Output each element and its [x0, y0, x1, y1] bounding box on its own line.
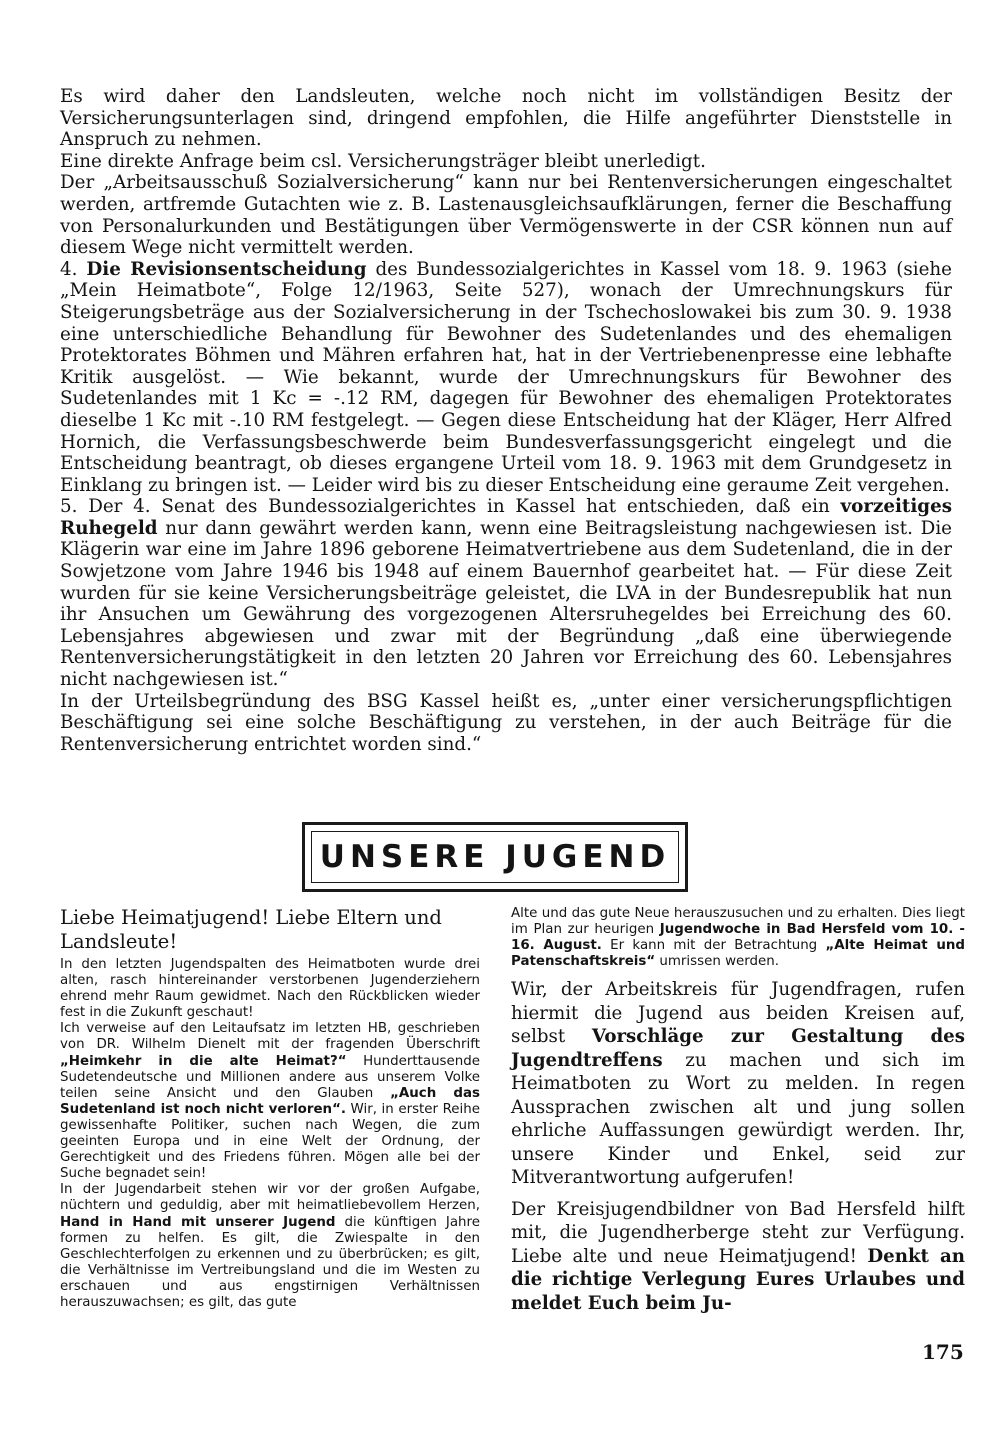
salutation: Liebe Heimatjugend! Liebe Eltern und Landsleute! [60, 906, 442, 953]
paragraph-5 [60, 496, 952, 690]
bold-phrase: „Auch das Sudetenland ist noch nicht verloren“. [60, 1085, 481, 1117]
paragraph-text: Ich verweise auf den Leitaufsatz im letzten HB, geschrieben von DR. Wilhelm Dienelt mit der fragenden Überschrift [60, 1021, 480, 1053]
bold-phrase: Vorschläge zur Gestaltung des Jugendtreffens [511, 1026, 965, 1071]
paragraph: In den letzten Jugendspalten des Heimatboten wurde drei alten, rasch hintereinander verstorbenen Jugenderziehern ehrend mehr Raum gewidmet. Nach den Rückblicken wieder fest in die Zukunft geschaut! [60, 957, 480, 1021]
paragraph-text: Hunderttausende Sudetendeutsche und Millionen andere aus unserem Volke teilen seine Ansicht und den Glauben [60, 1053, 480, 1101]
paragraph-text: zu machen und sich im Heimatboten zu Wort zu melden. In regen Aussprachen zwischen alt und jung sollen ehrliche Auffassungen gewürdigt werden. Ihr, unsere Kinder und Enkel, seid zur Mitverantwortung aufgerufen! [511, 1049, 965, 1189]
paragraph-text: nur dann gewährt werden kann, wenn eine Beitragsleistung nachgewiesen ist. Die Klägerin war eine im Jahre 1896 geborene Heimatvertriebene aus dem Sudetenland, die in der Sowjetzone vom Jahre 1946 bis 1948 auf einem Bauernhof gearbeitet hat. — Für diese Zeit wurden für sie keine Versicherungsbeiträge geleistet, die LVA in der Bundesrepublik hat nun ihr Ansuchen um Gewährung des vorgezogenen Altersruhegeldes bei Erreichung des 60. Lebensjahres abgewiesen und zwar mit der Begründung „daß eine überwiegende Rentenversicherungstätigkeit in den letzten 20 Jahren vor Erreichung des 60. Lebensjahres nicht nachgewiesen ist.“ [60, 517, 952, 691]
right-column [511, 906, 965, 1315]
paragraph [511, 1198, 965, 1316]
bold-phrase: „Alte Heimat und Patenschaftskreis“ [511, 938, 966, 970]
paragraph-text: Wir, in erster Reihe gewissenhafte Politiker, suchen nach Wegen, die zum geeinten Europa und in eine Welt der Ordnung, der Gerechtigkeit und des Friedens führen. Mögen alle bei der Suche begnadet sein! [60, 1101, 480, 1182]
page-number: 175 [922, 1340, 964, 1364]
bold-phrase: „Heimkehr in die alte Heimat?“ [60, 1053, 347, 1069]
paragraph-text: die künftigen Jahre formen zu helfen. Es gilt, die Zwiespalte in den Geschlechterfolgen zu erkennen und zu überbrücken; es gilt, die Verhältnisse im Vertreibungsland und die im Westen zu erschauen und aus engstirnigen Verhältnissen herauszuwachsen; es gilt, das gute [60, 1214, 480, 1310]
paragraph-text: Wir, der Arbeitskreis für Jugendfragen, rufen hiermit die Jugend aus beiden Kreisen auf, selbst [511, 979, 965, 1048]
paragraph: Es wird daher den Landsleuten, welche noch nicht im vollständigen Besitz der Versicherungsunterlagen sind, dringend empfohlen, die Hilfe angeführter Dienststelle in Anspruch zu nehmen. [60, 86, 952, 151]
bold-phrase: Hand in Hand mit unserer Jugend [60, 1214, 336, 1230]
paragraph: Eine direkte Anfrage beim csl. Versicherungsträger bleibt unerledigt. [60, 150, 706, 172]
paragraph-text: Der Kreisjugendbildner von Bad Hersfeld hilft mit, die Jugendherberge steht zur Verfügung. Liebe alte und neue Heimatjugend! [511, 1198, 965, 1267]
bold-phrase: Die Revisionsentscheidung [86, 258, 367, 280]
section-title: UNSERE JUGEND [319, 839, 671, 875]
paragraph-text: umrissen werden. [655, 954, 780, 970]
paragraph-text: Er kann mit der Betrachtung [601, 938, 826, 954]
paragraph-text: des Bundessozialgerichtes in Kassel vom 18. 9. 1963 (siehe „Mein Heimatbote“, Folge 12/1963, Seite 527), wonach der Umrechnungskurs für Steigerungsbeträge aus der Sozialversicherung in der Tschechoslowakei bis zum 30. 9. 1938 eine unterschiedliche Behandlung für Bewohner des Sudetenlandes und des ehemaligen Protektorates Böhmen und Mähren erfahren hat, hat in der Vertriebenenpresse eine lebhafte Kritik ausgelöst. — Wie bekannt, wurde der Umrechnungskurs für Bewohner des Sudetenlandes mit 1 Kc = -.12 RM, dagegen für Bewohner des ehemaligen Protektorates dieselbe 1 Kc mit -.10 RM festgelegt. — Gegen diese Entscheidung hat der Kläger, Herr Alfred Hornich, die Verfassungsbeschwerde beim Bundesverfassungsgericht eingelegt und die Entscheidung beantragt, ob dieses ergangene Urteil vom 18. 9. 1963 mit dem Grundgesetz in Einklang zu bringen ist. — Leider wird bis zu dieser Entscheidung eine geraume Zeit vergehen. [60, 258, 953, 496]
bold-phrase: Denkt an die richtige Verlegung Eures Urlaubes und meldet Euch beim Ju- [511, 1245, 965, 1314]
paragraph [511, 906, 965, 970]
paragraph: In der Urteilsbegründung des BSG Kassel heißt es, „unter einer versicherungspflichtigen Beschäftigung sei eine solche Beschäftigung zu verstehen, in der auch Beiträge für die Rentenversicherung entrichtet worden sind.“ [60, 690, 952, 755]
paragraph-text: Alte und das gute Neue herauszusuchen und zu erhalten. Dies liegt im Plan zur heurigen [511, 906, 965, 938]
bold-phrase: vorzeitiges Ruhegeld [60, 496, 952, 539]
paragraph: Der „Arbeitsausschuß Sozialversicherung“ kann nur bei Rentenversicherungen eingeschaltet werden, artfremde Gutachten wie z. B. Lastenausgleichsaufklärungen, ferner die Beschaffung von Personalurkunden und Bestätigungen über Vermögenswerte in der CSR können nun auf diesem Wege nicht vermittelt werden. [60, 172, 952, 259]
paragraph [511, 978, 965, 1190]
spacer [511, 970, 965, 978]
paragraph [60, 1182, 480, 1311]
paragraph-text: 5. Der 4. Senat des Bundessozialgerichtes in Kassel hat entschieden, daß ein [60, 496, 841, 518]
paragraph [60, 1021, 480, 1182]
paragraph-4 [60, 259, 952, 497]
left-column [60, 906, 480, 1311]
top-article [60, 86, 952, 755]
spacer [511, 1190, 965, 1198]
section-header-box [302, 822, 688, 892]
paragraph-text: In der Jugendarbeit stehen wir vor der großen Aufgabe, nüchtern und geduldig, aber mit heimatliebevollem Herzen, [60, 1182, 480, 1214]
bold-phrase: Jugendwoche in Bad Hersfeld vom 10. - 16. August. [511, 922, 965, 954]
section-header-inner-frame [311, 831, 679, 883]
paragraph-number: 4. [60, 258, 78, 280]
